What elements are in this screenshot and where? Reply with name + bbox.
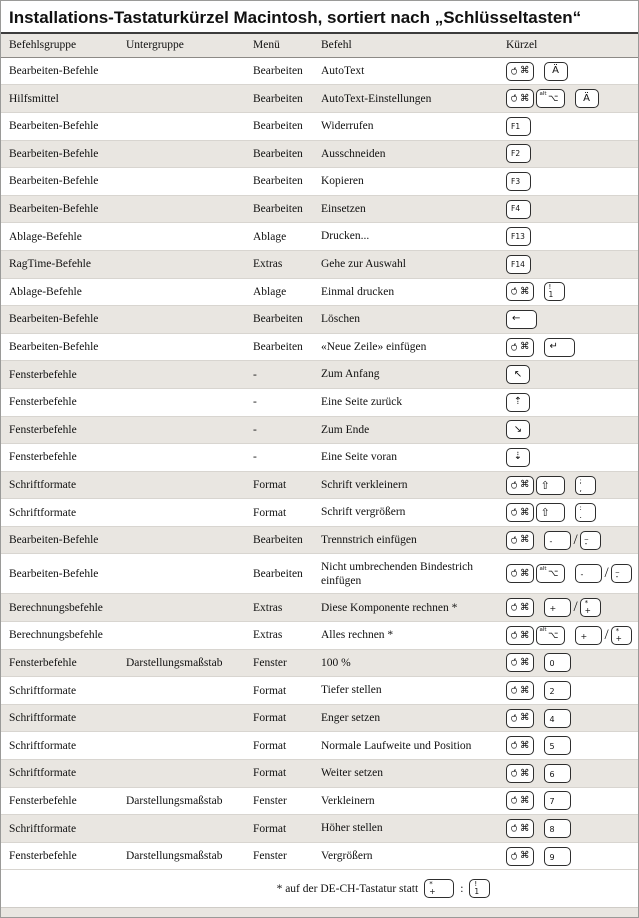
table-row: [1, 141, 638, 169]
cell-group: Fensterbefehle: [9, 423, 77, 436]
cell-menu: Bearbeiten: [253, 120, 303, 133]
cell-menu: Format: [253, 506, 287, 519]
key-0-icon: 0: [544, 653, 571, 672]
cell-group: Bearbeiten-Befehle: [9, 120, 99, 133]
cell-shortcut: [506, 200, 638, 219]
cell-subgroup: Darstellungsmaßstab: [126, 656, 223, 669]
cell-group: Fensterbefehle: [9, 396, 77, 409]
table-row: [1, 417, 638, 445]
option-key-icon: alt ⌥: [536, 564, 565, 583]
apple-icon: [510, 686, 518, 695]
cell-shortcut: [506, 365, 638, 384]
command-key-icon: ⌘: [506, 653, 534, 672]
cell-menu: -: [253, 396, 257, 409]
apple-icon: [510, 852, 518, 861]
footnote-text: :: [460, 882, 464, 895]
table-row: [1, 389, 638, 417]
shift-key-icon: ⇧: [536, 476, 565, 495]
cell-command: Ausschneiden: [321, 147, 386, 160]
cell-group: Bearbeiten-Befehle: [9, 567, 99, 580]
cell-menu: Fenster: [253, 850, 287, 863]
cell-shortcut: [506, 338, 638, 357]
table-row: [1, 444, 638, 472]
cell-menu: Bearbeiten: [253, 175, 303, 188]
cell-shortcut: [506, 531, 638, 550]
apple-icon: [510, 824, 518, 833]
cell-shortcut: [506, 172, 638, 191]
column-header-untergruppe: Untergruppe: [126, 39, 184, 52]
table-header-row: [1, 34, 638, 58]
cell-group: RagTime-Befehle: [9, 258, 91, 271]
cell-menu: Format: [253, 822, 287, 835]
command-key-icon: ⌘: [506, 819, 534, 838]
column-header-befehl: Befehl: [321, 39, 352, 52]
apple-icon: [510, 631, 518, 640]
apple-icon: [510, 769, 518, 778]
table-row: [1, 334, 638, 362]
page-title: Installations-Tastaturkürzel Macintosh, sortiert nach „Schlüsseltasten“: [1, 1, 638, 34]
cell-group: Bearbeiten-Befehle: [9, 203, 99, 216]
cell-command: Diese Komponente rechnen *: [321, 601, 458, 614]
cell-menu: Format: [253, 712, 287, 725]
key-f14-icon: F14: [506, 255, 531, 274]
cell-shortcut: [506, 310, 638, 329]
cell-shortcut: [506, 791, 638, 810]
cell-group: Fensterbefehle: [9, 656, 77, 669]
cell-menu: Format: [253, 739, 287, 752]
cell-shortcut: [506, 847, 638, 866]
cell-group: Berechnungsbefehle: [9, 601, 103, 614]
cell-menu: Ablage: [253, 230, 287, 243]
cell-shortcut: [506, 736, 638, 755]
cell-command: Verkleinern: [321, 794, 375, 807]
table-row: [1, 472, 638, 500]
command-key-icon: ⌘: [506, 764, 534, 783]
cell-shortcut: [506, 89, 638, 108]
cell-command: Trennstrich einfügen: [321, 534, 417, 546]
cell-command: Eine Seite voran: [321, 451, 398, 464]
column-header-befehlsgruppe: Befehlsgruppe: [9, 39, 77, 52]
bottom-bar: [1, 907, 638, 917]
slash-separator: /: [573, 531, 578, 548]
apple-icon: [510, 658, 518, 667]
key-2-icon: 2: [544, 681, 571, 700]
cell-shortcut: [506, 653, 638, 672]
key-8-icon: 8: [544, 819, 571, 838]
table-row: [1, 251, 638, 279]
key-minus-icon: -: [575, 564, 602, 583]
cell-command: Drucken...: [321, 230, 370, 243]
slash-separator: /: [604, 626, 609, 643]
option-key-icon: alt ⌥: [536, 626, 565, 645]
key-f13-icon: F13: [506, 227, 531, 246]
table-row: [1, 677, 638, 705]
key-plus-icon: +: [575, 626, 602, 645]
cell-menu: Bearbeiten: [253, 313, 303, 326]
key-return-icon: ↵: [544, 338, 575, 357]
cell-shortcut: [506, 393, 638, 412]
cell-group: Bearbeiten-Befehle: [9, 313, 99, 326]
cell-group: Hilfsmittel: [9, 92, 59, 105]
command-key-icon: ⌘: [506, 847, 534, 866]
cell-menu: Bearbeiten: [253, 65, 303, 78]
cell-command: Vergrößern: [321, 849, 373, 862]
key-f1-icon: F1: [506, 117, 531, 136]
command-key-icon: ⌘: [506, 282, 534, 301]
command-key-icon: ⌘: [506, 791, 534, 810]
key-end-icon: ↘: [506, 420, 530, 439]
cell-shortcut: [506, 282, 638, 301]
cell-menu: Fenster: [253, 794, 287, 807]
footnote: [1, 870, 638, 907]
cell-command: Zum Ende: [321, 423, 370, 436]
cell-command: Eine Seite zurück: [321, 396, 403, 409]
cell-shortcut: [506, 62, 638, 81]
cell-menu: -: [253, 451, 257, 464]
table-row: [1, 168, 638, 196]
apple-icon: [510, 796, 518, 805]
cell-group: Schriftformate: [9, 739, 77, 752]
command-key-icon: ⌘: [506, 531, 534, 550]
table-row: [1, 527, 638, 555]
cell-menu: Bearbeiten: [253, 341, 303, 354]
table-row: [1, 499, 638, 527]
cell-menu: Format: [253, 479, 287, 491]
cell-group: Schriftformate: [9, 684, 77, 697]
cell-group: Ablage-Befehle: [9, 230, 82, 243]
cell-command: «Neue Zeile» einfügen: [321, 340, 427, 353]
table-row: [1, 361, 638, 389]
cell-group: Fensterbefehle: [9, 794, 77, 807]
key-7-icon: 7: [544, 791, 571, 810]
cell-shortcut: [506, 476, 638, 495]
cell-shortcut: [506, 764, 638, 783]
cell-command: Schrift verkleinern: [321, 478, 408, 491]
cell-shortcut: [506, 227, 638, 246]
table-row: [1, 554, 638, 594]
cell-shortcut: [506, 117, 638, 136]
apple-icon: [510, 569, 518, 578]
cell-shortcut: [506, 255, 638, 274]
cell-command: Kopieren: [321, 175, 364, 188]
cell-menu: -: [253, 423, 257, 436]
cell-command: Weiter setzen: [321, 767, 383, 780]
table-row: [1, 622, 638, 650]
cell-command: Enger setzen: [321, 711, 381, 724]
cell-shortcut: [506, 503, 638, 522]
key-plus-asterisk-icon: * +: [580, 598, 601, 617]
apple-icon: [510, 536, 518, 545]
cell-command: Gehe zur Auswahl: [321, 258, 406, 271]
footnote-text: * auf der DE-CH-Tastatur statt: [276, 882, 419, 895]
command-key-icon: ⌘: [506, 626, 534, 645]
cell-shortcut: [506, 709, 638, 728]
table-row: [1, 815, 638, 843]
cell-menu: Fenster: [253, 656, 287, 669]
apple-icon: [510, 714, 518, 723]
cell-shortcut: [506, 819, 638, 838]
cell-subgroup: Darstellungsmaßstab: [126, 850, 223, 863]
key-9-icon: 9: [544, 847, 571, 866]
table-row: [1, 760, 638, 788]
cell-group: Schriftformate: [9, 506, 77, 519]
cell-group: Bearbeiten-Befehle: [9, 534, 99, 547]
cell-menu: Bearbeiten: [253, 203, 303, 216]
cell-group: Fensterbefehle: [9, 368, 77, 381]
cell-group: Fensterbefehle: [9, 451, 77, 464]
command-key-icon: ⌘: [506, 338, 534, 357]
table-row: [1, 113, 638, 141]
cell-command: Normale Laufweite und Position: [321, 739, 472, 752]
cell-group: Schriftformate: [9, 479, 77, 491]
cell-group: Berechnungsbefehle: [9, 629, 103, 642]
key-home-icon: ↖: [506, 365, 530, 384]
cell-menu: Bearbeiten: [253, 534, 303, 547]
cell-command: Schrift vergrößern: [321, 506, 406, 519]
key-4-icon: 4: [544, 709, 571, 728]
key-f3-icon: F3: [506, 172, 531, 191]
cell-shortcut: [506, 144, 638, 163]
cell-group: Ablage-Befehle: [9, 285, 82, 298]
cell-shortcut: [506, 598, 638, 617]
cell-group: Fensterbefehle: [9, 850, 77, 863]
key-hyphen-underscore-icon: _ -: [580, 531, 601, 550]
cell-command: Höher stellen: [321, 822, 383, 835]
cell-menu: Format: [253, 767, 287, 780]
cell-menu: Format: [253, 684, 287, 697]
apple-icon: [510, 603, 518, 612]
cell-group: Bearbeiten-Befehle: [9, 65, 99, 78]
cell-command: Tiefer stellen: [321, 684, 382, 697]
cell-menu: Ablage: [253, 285, 287, 298]
table-row: [1, 279, 638, 307]
table-row: [1, 732, 638, 760]
command-key-icon: ⌘: [506, 89, 534, 108]
apple-icon: [510, 343, 518, 352]
cell-command: Löschen: [321, 313, 360, 326]
command-key-icon: ⌘: [506, 503, 534, 522]
cell-group: Bearbeiten-Befehle: [9, 175, 99, 188]
cell-shortcut: [506, 626, 638, 645]
apple-icon: [510, 94, 518, 103]
table-row: [1, 223, 638, 251]
cell-subgroup: Darstellungsmaßstab: [126, 794, 223, 807]
table-row: [1, 788, 638, 816]
cell-command: Zum Anfang: [321, 368, 380, 381]
command-key-icon: ⌘: [506, 476, 534, 495]
cell-menu: Bearbeiten: [253, 92, 303, 105]
table-row: [1, 843, 638, 871]
cell-command: Widerrufen: [321, 120, 374, 133]
table-row: [1, 58, 638, 86]
command-key-icon: ⌘: [506, 681, 534, 700]
command-key-icon: ⌘: [506, 62, 534, 81]
key-1-exclam-icon: ! 1: [544, 282, 565, 301]
cell-shortcut: [506, 448, 638, 467]
cell-command: Alles rechnen *: [321, 629, 394, 642]
cell-command: Nicht umbrechenden Bindestrich einfügen: [321, 560, 474, 587]
slash-separator: /: [573, 599, 578, 616]
cell-group: Bearbeiten-Befehle: [9, 147, 99, 160]
command-key-icon: ⌘: [506, 736, 534, 755]
key-comma-semicolon-icon: ; ,: [575, 476, 596, 495]
cell-shortcut: [506, 420, 638, 439]
key-backspace-icon: ←: [506, 310, 537, 329]
key-a-umlaut-icon: Ä: [575, 89, 599, 108]
cell-group: Schriftformate: [9, 822, 77, 835]
cell-menu: Bearbeiten: [253, 567, 303, 580]
column-header-kuerzel: Kürzel: [506, 39, 538, 52]
key-period-colon-icon: : .: [575, 503, 596, 522]
cell-menu: -: [253, 368, 257, 381]
cell-group: Schriftformate: [9, 712, 77, 725]
key-5-icon: 5: [544, 736, 571, 755]
command-key-icon: ⌘: [506, 709, 534, 728]
key-f4-icon: F4: [506, 200, 531, 219]
option-key-icon: alt ⌥: [536, 89, 565, 108]
table-body: [1, 58, 638, 871]
cell-menu: Extras: [253, 601, 283, 614]
key-f2-icon: F2: [506, 144, 531, 163]
key-page-up-icon: ⇡: [506, 393, 530, 412]
table-row: [1, 650, 638, 678]
cell-group: Schriftformate: [9, 767, 77, 780]
apple-icon: [510, 741, 518, 750]
command-key-icon: ⌘: [506, 598, 534, 617]
cell-group: Bearbeiten-Befehle: [9, 341, 99, 354]
command-key-icon: ⌘: [506, 564, 534, 583]
key-plus-icon: +: [544, 598, 571, 617]
apple-icon: [510, 67, 518, 76]
apple-icon: [510, 481, 518, 490]
table-row: [1, 85, 638, 113]
key-minus-icon: -: [544, 531, 571, 550]
cell-command: Einmal drucken: [321, 285, 395, 298]
shift-key-icon: ⇧: [536, 503, 565, 522]
key-1-exclam-icon: ! 1: [469, 879, 490, 898]
cell-command: AutoText-Einstellungen: [321, 92, 432, 105]
key-6-icon: 6: [544, 764, 571, 783]
key-page-down-icon: ⇣: [506, 448, 530, 467]
cell-shortcut: [506, 681, 638, 700]
table-row: [1, 594, 638, 622]
slash-separator: /: [604, 565, 609, 582]
cell-menu: Extras: [253, 258, 283, 271]
cell-menu: Bearbeiten: [253, 147, 303, 160]
key-plus-asterisk-icon: * +: [611, 626, 632, 645]
column-header-menu: Menü: [253, 39, 280, 52]
cell-menu: Extras: [253, 629, 283, 642]
table-row: [1, 705, 638, 733]
cell-command: 100 %: [321, 656, 351, 669]
apple-icon: [510, 508, 518, 517]
apple-icon: [510, 287, 518, 296]
key-hyphen-underscore-icon: _ -: [611, 564, 632, 583]
cell-command: AutoText: [321, 64, 365, 77]
table-row: [1, 196, 638, 224]
table-row: [1, 306, 638, 334]
cell-command: Einsetzen: [321, 202, 366, 215]
key-plus-asterisk-icon: * +: [424, 879, 454, 898]
key-a-umlaut-icon: Ä: [544, 62, 568, 81]
cell-shortcut: [506, 564, 638, 583]
